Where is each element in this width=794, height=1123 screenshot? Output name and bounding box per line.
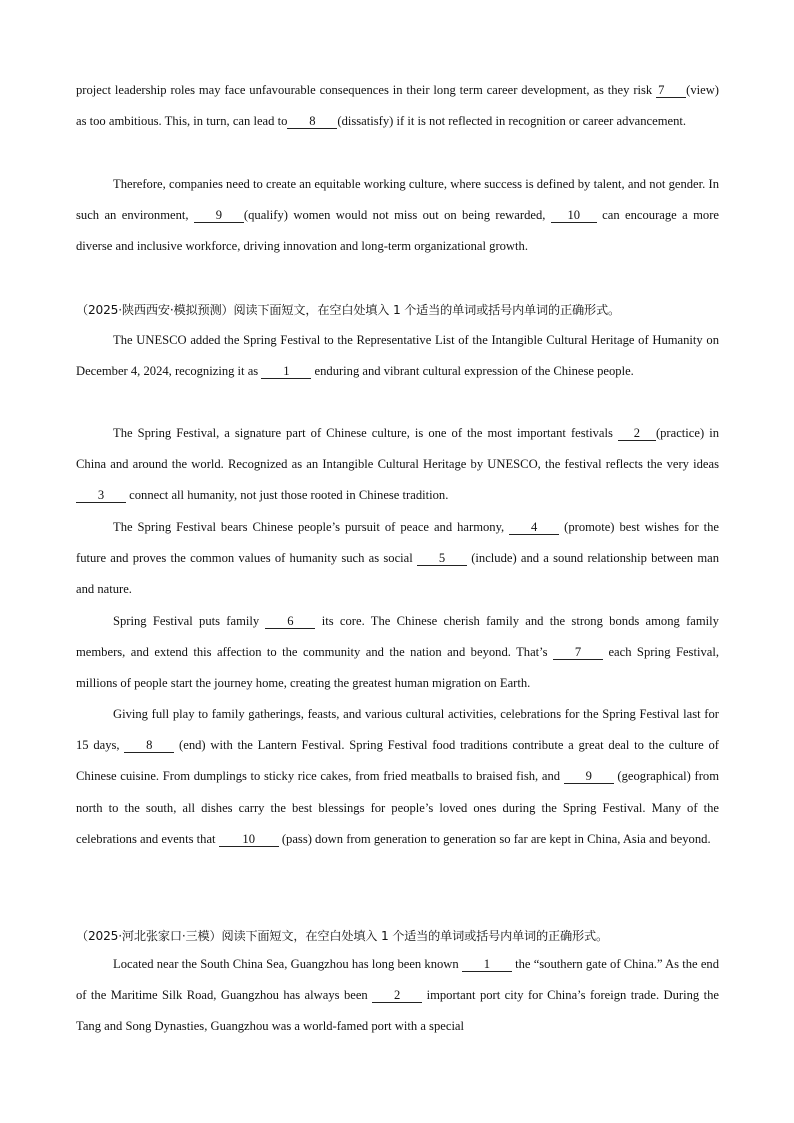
blank-number: 9 [585, 769, 592, 784]
text-run: important port city for China’s foreign trade. During the Tang and Song Dynasties, Guangzhou was a world-famed port with a special [76, 988, 719, 1034]
text-run: The Spring Festival, a signature part of Chinese culture, is one of the most important festivals [113, 426, 618, 440]
blank-number: 8 [309, 114, 316, 129]
text-run: (include) and a sound relationship between man and nature. [76, 551, 719, 597]
text-run: (end) with the Lantern Festival. Spring Festival food traditions contribute a great deal to the culture of Chinese cuisine. From dumplings to sticky rice cakes, from fried meatballs to braised fish, and [76, 738, 719, 784]
text-run: The UNESCO added the Spring Festival to the Representative List of the Intangible Cultural Heritage of Humanity on December 4, 2024, recognizing it as [76, 333, 719, 379]
blank-number: 2 [394, 988, 401, 1003]
text-run: enduring and vibrant cultural expression of the Chinese people. [311, 364, 634, 379]
blank-number: 6 [287, 614, 294, 628]
text-run: (dissatisfy) if it is not reflected in recognition or [337, 114, 580, 129]
text-run: Giving full play to family gatherings, feasts, and various cultural activities, celebrations for the Spring Festival last for 15 days, [76, 707, 719, 753]
passage-b-paragraph-2 [76, 418, 719, 512]
answer-blank-7[interactable] [553, 645, 603, 660]
answer-blank-6[interactable] [265, 614, 315, 629]
text-run: Spring Festival puts family [113, 614, 266, 628]
blank-number: 5 [438, 551, 446, 566]
answer-blank-5[interactable] [417, 551, 467, 566]
text-run: (practice) in China and around the world. Recognized as an Intangible Cultural Heritage by UNESCO, the festival reflects the very ideas [76, 426, 719, 472]
passage-c-paragraph-1 [76, 949, 719, 1043]
text-run: (qualify) women would not miss out on being rewarded, [243, 208, 551, 223]
answer-blank-9[interactable] [564, 769, 614, 784]
text-run: The Spring Festival bears Chinese people’s pursuit of peace and harmony, [113, 520, 510, 534]
blank-number: 7 [574, 645, 582, 660]
text-run: (promote) best wishes for the future and proves the common values of humanity such as social [76, 520, 719, 566]
answer-blank-10[interactable] [551, 208, 597, 223]
passage-b-paragraph-4 [76, 606, 719, 700]
blank-number: 10 [242, 831, 255, 846]
blank-number: 1 [483, 957, 491, 971]
text-run: career advancement. [582, 114, 687, 129]
text-run: connect all humanity, not just those rooted in Chinese tradition. [126, 488, 449, 503]
text-run: (geographical) from north to the south, all dishes carry the best blessings for people’s loved ones during the Spring Festival. Many of the celebrations and events that [76, 769, 720, 846]
answer-blank-8[interactable] [124, 738, 174, 753]
text-run: Therefore, companies need to create an equitable working culture, where success is defined by talent, and not gender. In such an environment, [76, 177, 719, 223]
passage-b-paragraph-5 [76, 699, 719, 855]
text-run: the “southern gate of China.” As the end of the Maritime Silk Road, Guangzhou has always been [76, 957, 719, 1003]
answer-blank-7[interactable] [656, 83, 686, 98]
blank-number: 8 [146, 738, 153, 753]
blank-number: 3 [97, 488, 105, 503]
passage-a-paragraph-2 [76, 169, 719, 263]
answer-blank-2[interactable] [372, 988, 422, 1003]
blank-number: 2 [633, 426, 641, 440]
text-run: each Spring Festival, millions of people start the journey home, creating the greatest human migration on Earth. [76, 645, 719, 691]
blank-number: 7 [658, 83, 665, 97]
answer-blank-1[interactable] [261, 364, 311, 379]
text-run: its core. The Chinese cherish family and the strong bonds among family members, and extend this affection to the community and the nation and beyond. That’s [76, 614, 719, 660]
blank-number: 4 [531, 520, 538, 534]
text-run: Located near the South China Sea, Guangzhou has long been known [113, 957, 462, 971]
answer-blank-9[interactable] [194, 208, 244, 223]
passage-b-heading: （2025·陕西西安·模拟预测）阅读下面短文，在空白处填入 1 个适当的单词或括号内单词的正确形式。 [76, 303, 620, 317]
answer-blank-10[interactable] [219, 832, 279, 847]
passage-b-paragraph-1 [76, 325, 719, 387]
blank-number: 9 [215, 208, 223, 223]
answer-blank-8[interactable] [287, 114, 337, 129]
text-run: project leadership roles may face unfavourable consequences in their long term career development, as they risk [76, 83, 653, 97]
text-run: can encourage a more diverse and inclusive workforce, driving innovation and long-term organizational growth. [76, 208, 719, 254]
answer-blank-3[interactable] [76, 488, 126, 503]
passage-b-paragraph-3 [76, 512, 719, 606]
passage-c-heading: （2025·河北张家口·三模）阅读下面短文，在空白处填入 1 个适当的单词或括号内单词的正确形式。 [76, 929, 608, 943]
answer-blank-2[interactable] [618, 426, 656, 441]
answer-blank-1[interactable] [462, 957, 512, 972]
text-run: (view) as too ambitious. This, in turn, can lead to [76, 83, 719, 129]
text-run: (pass) down from generation to generation so far are kept in China, Asia and beyond. [278, 831, 711, 846]
blank-number: 1 [283, 364, 290, 379]
passage-a-paragraph-1 [76, 75, 719, 137]
blank-number: 10 [567, 208, 581, 223]
answer-blank-4[interactable] [509, 520, 559, 535]
